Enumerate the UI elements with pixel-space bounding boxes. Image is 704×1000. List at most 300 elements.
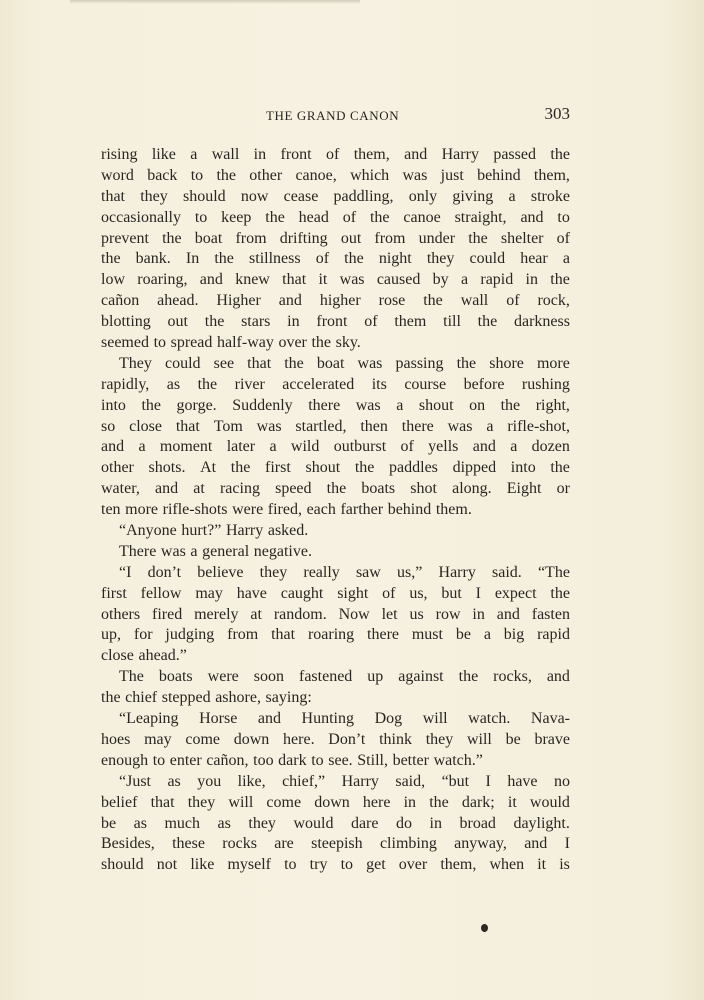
word: dark; [461,793,495,811]
word: rock, [537,292,570,310]
word: like [190,856,215,874]
word: stepped [161,689,211,707]
word: boat [194,229,223,247]
word: down [314,793,350,811]
word: river [234,375,265,393]
word: them, [533,166,570,184]
word: rapidly, [101,375,150,393]
text-line [101,458,570,479]
word: soon [253,668,284,686]
word: now [240,187,269,205]
text-line [101,396,570,417]
word: the [550,584,570,602]
word: too [253,751,274,769]
word: spread [170,334,213,352]
word: and [524,835,548,853]
word: a [190,146,198,163]
word: dozen [531,438,570,456]
word: passed [493,146,536,163]
word: moment [159,438,213,456]
word: may [195,584,223,602]
word: the [458,668,479,686]
word: fastened [298,668,353,686]
word: and [257,710,281,728]
word: to [557,208,570,226]
word: rocks [222,835,257,853]
text-line [101,751,570,772]
text-line [101,688,570,709]
word: drifting [279,229,328,247]
word: paddles [389,459,438,477]
word: would [293,814,334,832]
word: They [119,354,152,372]
word: for [133,626,153,644]
word: up, [101,626,121,644]
word: a [460,271,469,289]
word: to [311,751,324,769]
text-line [101,855,570,876]
word: steepish [311,835,363,853]
word: there [308,396,341,414]
word: at [193,480,205,498]
word: a [269,438,277,456]
word: was [447,417,473,435]
word: before [463,375,505,393]
word: right, [535,396,570,414]
word: In [185,250,200,268]
word: believe [197,563,244,581]
word: and [472,438,496,456]
word: was [160,542,186,560]
word: only [408,187,438,205]
word: over [398,856,428,874]
word: they [248,814,276,832]
word: by [432,271,449,289]
word: them [394,313,427,331]
word: and [199,271,223,289]
word: in [472,605,485,623]
word: asked. [267,522,309,540]
word: water, [101,480,140,498]
word: just [440,166,464,184]
word: brave [534,730,570,748]
word: in [403,793,417,811]
word: hear [520,250,548,268]
word: anyway, [454,835,507,853]
word: shout [305,459,341,477]
body-text [101,145,570,876]
word: was [256,417,282,435]
word: farther [340,501,384,519]
word: the [230,459,251,477]
word: the [369,208,390,226]
word: merely [194,605,239,623]
word: stroke [530,187,570,205]
word: the [204,313,225,331]
word: you [197,772,222,790]
word: them. [435,501,472,519]
word: it [537,856,547,874]
word: the [162,229,182,247]
word: when [489,856,525,874]
word: shelter [500,229,544,247]
text-line [101,187,570,208]
text-line [101,563,570,584]
word: Harry [441,146,479,163]
word: later [226,438,256,456]
word: that [282,271,307,289]
word: do [396,814,412,832]
word: belief [101,793,138,811]
word: accelerated [282,375,355,393]
word: here [362,793,391,811]
text-line [101,479,570,500]
word: into [101,396,126,414]
word: row [435,605,461,623]
word: I [475,584,481,602]
text-line [101,208,570,229]
word: enter [169,751,202,769]
word: in [253,146,267,163]
word: speed [275,480,312,498]
word: get [366,856,386,874]
word: canoe, [295,166,337,184]
word: there [401,417,434,435]
word: us, [409,584,428,602]
text-line [101,500,570,521]
word: saying: [265,689,312,707]
word: from [235,229,267,247]
word: them, [353,146,390,163]
word: Dog [374,710,403,728]
word: other [249,166,283,184]
word: would [529,793,570,811]
word: at [250,605,262,623]
text-line [101,646,570,667]
word: other [101,459,134,477]
word: caused [376,271,421,289]
word: on [469,396,486,414]
word: a [510,438,518,456]
word: the [354,459,375,477]
word: they [140,187,168,205]
word: dark [278,751,307,769]
word: the [456,354,477,372]
word: more [125,501,159,519]
word: a [508,187,516,205]
word: shots. [148,459,186,477]
running-title: THE GRAND CANON [266,108,400,123]
word: said, [395,772,426,790]
word: the [550,271,570,289]
word: Harry [341,772,379,790]
word: sight [337,584,369,602]
word: front [316,313,348,331]
word: which [350,166,390,184]
word: close [101,647,134,665]
word: were [232,501,264,519]
word: of [364,313,378,331]
word: At [200,459,217,477]
word: word [101,166,134,184]
word: down [233,730,270,748]
word: may [144,730,172,748]
word: the [550,146,570,163]
word: the [550,459,570,477]
word: negative. [253,542,312,560]
word: chief,” [282,772,326,790]
word: could [164,354,201,372]
word: cease [283,187,319,205]
word: shout [418,396,454,414]
word: blotting [101,313,151,331]
word: “Just [119,772,151,790]
word: the [265,208,285,226]
word: here. [283,730,315,748]
word: ashore, [215,689,261,707]
word: that [101,187,125,205]
word: dipped [452,459,497,477]
word: watch. [468,710,511,728]
word: let [381,605,398,623]
word: first [101,584,127,602]
word: them, [440,856,477,874]
word: saw [355,563,381,581]
word: I [485,772,491,790]
word: a [562,250,570,268]
word: stillness [249,250,301,268]
text-line [101,625,570,646]
word: prevent [101,229,149,247]
word: must [411,626,443,644]
word: the [284,354,304,372]
word: rocks, [493,668,532,686]
text-line [101,417,570,438]
word: “Anyone [119,522,177,540]
word: come [266,793,302,811]
word: not [156,856,178,874]
word: wall [460,292,489,310]
word: is [559,856,570,874]
text-line [101,834,570,855]
word: will [228,793,254,811]
word: Harry [225,522,264,540]
word: giving [452,187,494,205]
word: roaring [307,626,355,644]
word: then [360,417,388,435]
word: from [374,229,406,247]
word: boat [316,354,345,372]
word: much [164,814,201,832]
word: Besides, [101,835,155,853]
word: over [278,334,307,352]
text-line [101,542,570,563]
word: and [520,208,544,226]
word: and [278,292,302,310]
word: as [217,814,231,832]
word: Hunting [301,710,354,728]
word: Don’t [328,730,366,748]
word: us [409,605,424,623]
word: the [141,396,161,414]
word: shot [410,480,437,498]
word: to [190,166,204,184]
word: of [400,438,414,456]
word: to [194,208,208,226]
word: as [166,375,181,393]
word: that [271,626,296,644]
word: higher [319,292,361,310]
word: Higher [216,292,261,310]
word: that [150,793,175,811]
word: more [536,354,570,372]
word: the [214,250,234,268]
word: occasionally [101,208,181,226]
word: a [138,438,146,456]
word: yells [428,438,459,456]
word: be [505,730,521,748]
word: to [340,856,354,874]
word: darkness [513,313,570,331]
word: from [227,626,259,644]
word: myself [227,856,271,874]
word: into [510,459,536,477]
word: be [455,626,471,644]
word: us,” [397,563,423,581]
word: the [101,250,121,268]
word: a [190,542,198,560]
word: under [418,229,456,247]
word: ten [101,501,121,519]
word: rapid [480,271,514,289]
word: of [506,292,520,310]
printer-dot-mark [481,924,488,932]
word: shore [489,354,524,372]
word: against [398,668,444,686]
word: a [483,626,491,644]
text-line [101,772,570,793]
text-line [101,605,570,626]
word: that [175,417,200,435]
word: that [247,354,272,372]
page-number: 303 [544,104,570,123]
word: Horse [199,710,238,728]
word: really [303,563,340,581]
word: rising [101,146,138,163]
word: it [318,271,328,289]
text-line [101,437,570,458]
word: better [392,751,429,769]
word: the [216,166,236,184]
word: was [355,396,381,414]
word: rapid [537,626,570,644]
word: enough [101,751,149,769]
word: night [378,250,412,268]
word: a [486,417,494,435]
word: as [133,814,147,832]
word: roaring, [137,271,188,289]
text-line [101,312,570,333]
word: chief [125,689,158,707]
word: climbing [379,835,437,853]
word: was [402,166,428,184]
text-line [101,667,570,688]
word: knew [235,271,270,289]
word: the [423,292,443,310]
word: or [556,480,570,498]
word: the [429,793,449,811]
page-edge-shadow [70,0,360,4]
word: they [259,563,288,581]
word: and [546,668,570,686]
word: passing [395,354,444,372]
word: head [298,208,329,226]
word: in [429,814,442,832]
word: judging [165,626,215,644]
word: hoes [101,730,131,748]
word: each [306,501,336,519]
word: broad [459,814,496,832]
word: rose [378,292,406,310]
word: boats [158,668,193,686]
word: they [425,730,454,748]
word: they [187,793,216,811]
word: “I [119,563,132,581]
word: half-way [216,334,274,352]
text-line [101,145,570,166]
word: the [344,250,364,268]
word: will [466,730,492,748]
text-line [101,229,570,250]
word: see [213,354,235,372]
word: and [101,438,125,456]
word: ahead. [157,292,199,310]
word: the [311,334,332,352]
word: rifle-shot, [507,417,570,435]
text-line [101,375,570,396]
word: Eight [506,480,542,498]
word: fired, [267,501,302,519]
word: could [469,250,506,268]
word: The [119,668,144,686]
word: of [382,584,396,602]
word: of [326,146,340,163]
word: fired [152,605,183,623]
word: wall [211,146,240,163]
text-line [101,166,570,187]
word: Harry [438,563,476,581]
word: wild [290,438,320,456]
word: outburst [333,438,387,456]
word: no [553,772,570,790]
word: rifle-shots [162,501,228,519]
word: out [167,313,188,331]
word: expect [494,584,537,602]
word: should [182,187,226,205]
word: general [202,542,250,560]
word: have [236,584,267,602]
word: I [564,835,570,853]
word: the [477,313,498,331]
word: like [151,146,176,163]
word: these [172,835,205,853]
word: canoe [403,208,441,226]
word: in [287,313,300,331]
text-line [101,814,570,835]
text-line [101,291,570,312]
word: random. [273,605,327,623]
word: like, [237,772,266,790]
